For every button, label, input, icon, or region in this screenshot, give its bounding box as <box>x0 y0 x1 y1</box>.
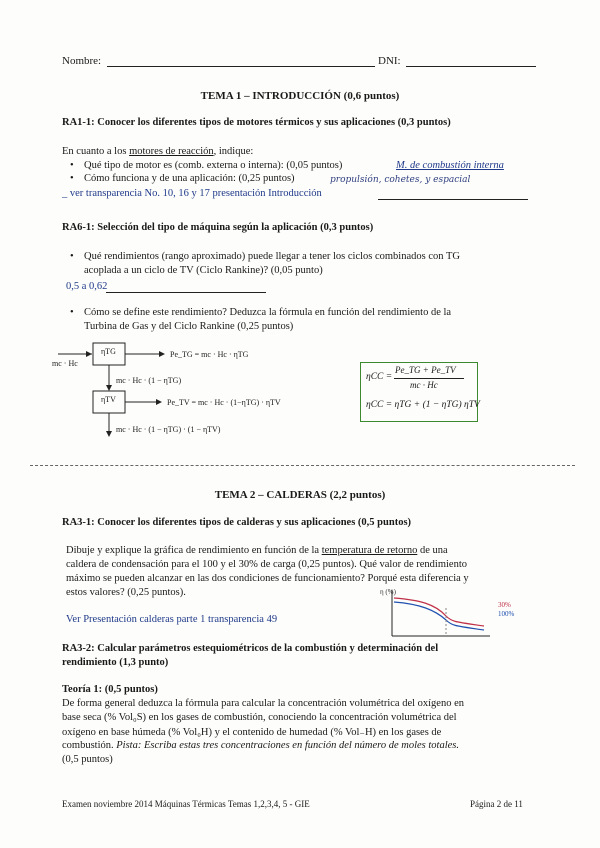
teoria1-line2: base seca (% Vol₀S) en los gases de combustión, conociendo la concentración volumétrica del <box>62 712 457 723</box>
ra3-1-line4: estos valores? (0,25 puntos). <box>66 587 186 598</box>
ra6-q1-line1: • Qué rendimientos (rango aproximado) puede llegar a tener los ciclos combinados con TG <box>84 251 460 262</box>
curve-100 <box>394 602 484 630</box>
ra1-q2: • Cómo funciona y de una aplicación: (0,25 puntos) <box>84 173 295 184</box>
graph-legend-30: 30% <box>498 601 511 609</box>
ra1-q2-answer: propulsión, cohetes, y espacial <box>330 175 471 185</box>
ra6-q1-line2: acoplada a un ciclo de TV (Ciclo Rankine)? (0,05 punto) <box>84 265 323 276</box>
ra3-1-title: RA3-1: Conocer los diferentes tipos de calderas y sus aplicaciones (0,5 puntos) <box>62 517 412 528</box>
ra6-q2-line2: Turbina de Gas y del Ciclo Rankine (0,25 puntos) <box>84 321 294 332</box>
diagram-box2-label: ηTV <box>101 395 116 404</box>
ra3-1-ref: Ver Presentación calderas parte 1 transparencia 49 <box>66 614 278 625</box>
ra6-title: RA6-1: Selección del tipo de máquina según la aplicación (0,3 puntos) <box>62 222 374 233</box>
diagram-mid-label: mc · Hc · (1 − ηTG) <box>116 376 182 385</box>
teoria1-line5: (0,5 puntos) <box>62 754 113 765</box>
formula-fraction-line <box>394 378 464 379</box>
teoria1-line1: De forma general deduzca la fórmula para calcular la concentración volumétrica del oxígeno en <box>62 698 465 709</box>
formula-line2: ηCC = ηTG + (1 − ηTG) ηTV <box>366 400 480 410</box>
ra3-1-line3: máximo se pueden alcanzar en las dos condiciones de funcionamiento? Porqué esta diferencia y <box>66 573 469 584</box>
ra1-title: RA1-1: Conocer los diferentes tipos de motores térmicos y sus aplicaciones (0,3 puntos) <box>62 117 451 128</box>
diagram-out2-label: Pe_TV = mc · Hc · (1−ηTG) · ηTV <box>167 398 281 407</box>
graph-legend-100: 100% <box>498 610 515 618</box>
ra6-answer-line <box>106 292 266 293</box>
ra3-1-line2: caldera de condensación para el 100 y el 30% de carga (0,25 puntos). Qué valor de rendimiento <box>66 559 467 570</box>
formula-numerator: Pe_TG + Pe_TV <box>395 365 456 375</box>
diagram-out1-label: Pe_TG = mc · Hc · ηTG <box>170 350 249 359</box>
teoria1-title: Teoría 1: (0,5 puntos) <box>62 684 158 695</box>
efficiency-sketch-graph <box>380 588 540 640</box>
ra1-intro: En cuanto a los motores de reacción, indique: <box>62 146 254 157</box>
ra6-q2-line1: • Cómo se define este rendimiento? Deduzca la fórmula en función del rendimiento de la <box>84 307 451 318</box>
energy-flow-diagram <box>0 338 600 448</box>
formula-lhs: ηCC = <box>366 372 393 382</box>
nombre-label: Nombre: <box>62 55 102 67</box>
curve-30 <box>394 598 484 626</box>
ra3-2-title-line2: rendimiento (1,3 punto) <box>62 657 169 668</box>
diagram-box1-label: ηTG <box>101 347 116 356</box>
ra3-1-line1: Dibuje y explique la gráfica de rendimiento en función de la temperatura de retorno de una <box>66 545 448 556</box>
footer-left: Examen noviembre 2014 Máquinas Térmicas Temas 1,2,3,4, 5 - GIE <box>62 799 310 809</box>
tema2-title: TEMA 2 – CALDERAS (2,2 puntos) <box>214 489 386 501</box>
footer-page-number: Página 2 de 11 <box>470 799 523 809</box>
tema1-title: TEMA 1 – INTRODUCCIÓN (0,6 puntos) <box>200 90 400 102</box>
ra1-q1-answer: M. de combustión interna <box>396 160 504 171</box>
ra1-answer-line <box>378 199 528 200</box>
formula-denominator: mc · Hc <box>410 380 438 390</box>
teoria1-line3: oxígeno en base húmeda (% Vol₀H) y el contenido de humedad (% Vol₋H) en los gases de <box>62 727 442 738</box>
teoria1-line4: combustión. Pista: Escriba estas tres concentraciones en función del número de moles totales. <box>62 740 459 751</box>
dni-field-line <box>406 66 536 67</box>
diagram-input-label: mc · Hc <box>52 359 78 368</box>
page-divider <box>30 465 575 466</box>
ra1-ref: _ ver transparencia No. 10, 16 y 17 presentación Introducción <box>62 188 322 199</box>
nombre-field-line <box>107 66 375 67</box>
graph-ylabel: η (%) <box>380 588 396 596</box>
ra1-q1: • Qué tipo de motor es (comb. externa o interna): (0,05 puntos) <box>84 160 342 171</box>
diagram-bottom-label: mc · Hc · (1 − ηTG) · (1 − ηTV) <box>116 425 221 434</box>
dni-label: DNI: <box>378 55 401 67</box>
ra6-q1-answer: 0,5 a 0,62 <box>66 281 108 292</box>
ra3-2-title-line1: RA3-2: Calcular parámetros estequiométricos de la combustión y determinación del <box>62 643 439 654</box>
